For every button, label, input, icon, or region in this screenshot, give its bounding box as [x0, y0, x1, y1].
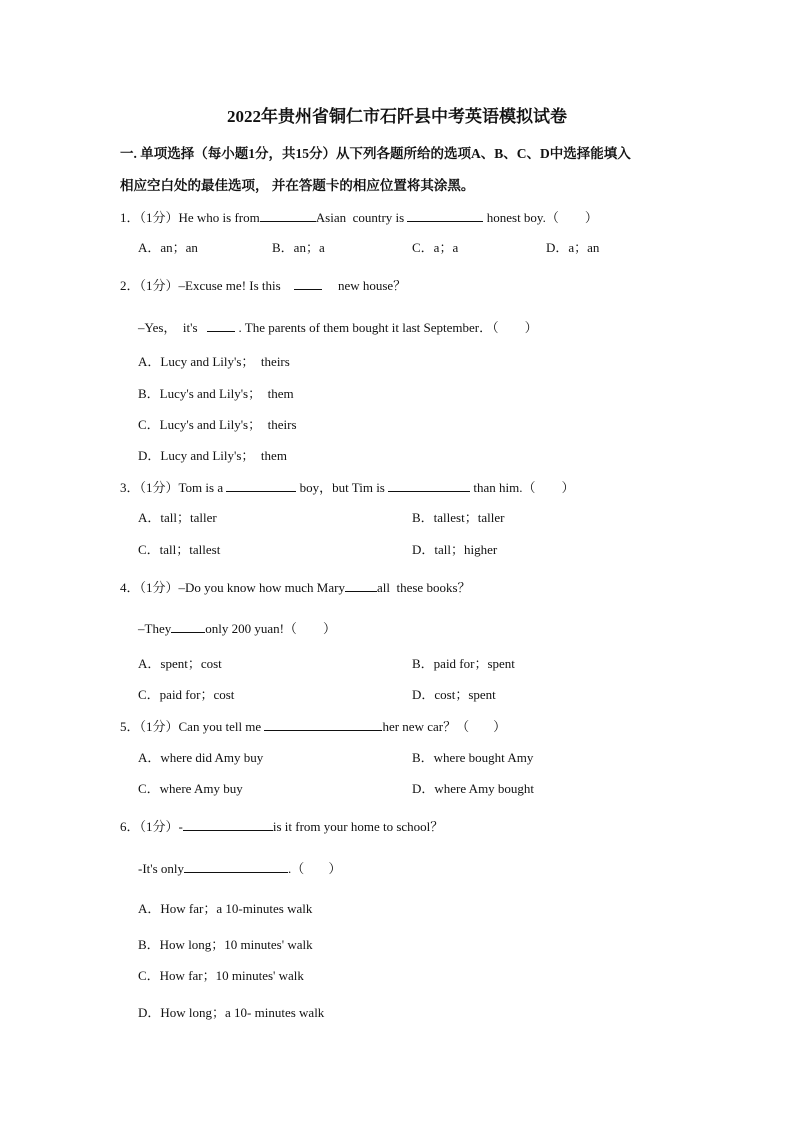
- answer-paren: ）: [524, 320, 538, 335]
- question-5: [120, 718, 506, 735]
- exam-title: 2022年贵州省铜仁市石阡县中考英语模拟试卷: [227, 107, 567, 126]
- question-number: 3．（1分）: [120, 480, 179, 495]
- question-text: –Excuse me! Is this: [178, 278, 281, 293]
- option-d: D．Lucy and Lily's； them: [138, 448, 287, 463]
- answer-blank: [345, 579, 377, 592]
- option-b: B．tallest；taller: [412, 510, 505, 525]
- answer-paren: ）: [493, 719, 507, 734]
- answer-blank: [388, 479, 470, 492]
- question-text: He who is from: [178, 210, 260, 225]
- option-c: C．paid for；cost: [138, 687, 235, 702]
- question-text: –Do you know how much Mary: [178, 580, 345, 595]
- option-c: C．tall；tallest: [138, 542, 221, 557]
- option-a: A．Lucy and Lily's； theirs: [138, 354, 290, 369]
- answer-blank: [226, 479, 296, 492]
- question-2-reply: [138, 319, 538, 336]
- question-text: Tom is a: [178, 480, 224, 495]
- question-text: is it from your home to school？: [272, 819, 444, 834]
- question-3: [120, 479, 575, 496]
- question-2: [120, 277, 406, 294]
- question-4: [120, 579, 471, 596]
- answer-blank: [264, 718, 382, 731]
- question-text: Asian country is: [315, 210, 405, 225]
- option-c: C．a；a: [412, 240, 459, 255]
- question-4-reply: [138, 620, 336, 637]
- question-text: boy，but Tim is: [299, 480, 385, 495]
- answer-blank: [207, 319, 235, 332]
- question-number: 1．（1分）: [120, 210, 179, 225]
- question-text: all these books？: [376, 580, 471, 595]
- option-b: B．an；a: [272, 240, 325, 255]
- question-text: .（: [288, 861, 305, 876]
- option-c: C．where Amy buy: [138, 781, 243, 796]
- option-a: A．How far；a 10-minutes walk: [138, 901, 313, 916]
- section-heading-line1: 一. 单项选择（每小题1分，共15分）从下列各题所给的选项A、B、C、D中选择能填入: [120, 146, 631, 161]
- question-6-reply: [138, 860, 341, 877]
- answer-blank: [407, 209, 483, 222]
- answer-blank: [294, 277, 322, 290]
- answer-blank: [184, 860, 288, 873]
- answer-paren: ）: [322, 621, 336, 636]
- question-text: –They: [138, 621, 172, 636]
- option-d: D．tall；higher: [412, 542, 498, 557]
- question-number: 5．（1分）: [120, 719, 179, 734]
- option-d: D．a；an: [546, 240, 600, 255]
- answer-paren: ）: [328, 861, 342, 876]
- question-number: 6．（1分）: [120, 819, 179, 834]
- option-a: A．an；an: [138, 240, 198, 255]
- option-b: B．paid for；spent: [412, 656, 515, 671]
- option-d: D．cost；spent: [412, 687, 496, 702]
- answer-paren: ）: [584, 210, 598, 225]
- question-text: than him.（: [473, 480, 536, 495]
- option-b: B．How long；10 minutes' walk: [138, 937, 313, 952]
- answer-blank: [183, 818, 273, 831]
- option-b: B．Lucy's and Lily's； them: [138, 386, 294, 401]
- option-c: C．Lucy's and Lily's； theirs: [138, 417, 297, 432]
- question-text: new house？: [337, 278, 407, 293]
- question-text: -: [178, 819, 183, 834]
- question-number: 2．（1分）: [120, 278, 179, 293]
- question-1: [120, 209, 598, 226]
- question-text: only 200 yuan!（: [205, 621, 297, 636]
- option-d: D．where Amy bought: [412, 781, 535, 796]
- question-text: . The parents of them bought it last September．（: [238, 320, 499, 335]
- answer-blank: [260, 209, 316, 222]
- question-text: honest boy.（: [486, 210, 559, 225]
- option-c: C．How far；10 minutes' walk: [138, 968, 304, 983]
- answer-paren: ）: [561, 480, 575, 495]
- question-number: 4．（1分）: [120, 580, 179, 595]
- question-text: –Yes， it's: [138, 320, 198, 335]
- answer-blank: [171, 620, 205, 633]
- option-d: D．How long；a 10- minutes walk: [138, 1005, 325, 1020]
- option-a: A．spent；cost: [138, 656, 222, 671]
- option-a: A．where did Amy buy: [138, 750, 264, 765]
- question-text: her new car？（: [382, 719, 470, 734]
- question-text: -It's only: [138, 861, 185, 876]
- question-text: Can you tell me: [178, 719, 262, 734]
- option-a: A．tall；taller: [138, 510, 217, 525]
- option-b: B．where bought Amy: [412, 750, 534, 765]
- question-6: [120, 818, 443, 835]
- section-heading-line2: 相应空白处的最佳选项， 并在答题卡的相应位置将其涂黑。: [120, 178, 475, 193]
